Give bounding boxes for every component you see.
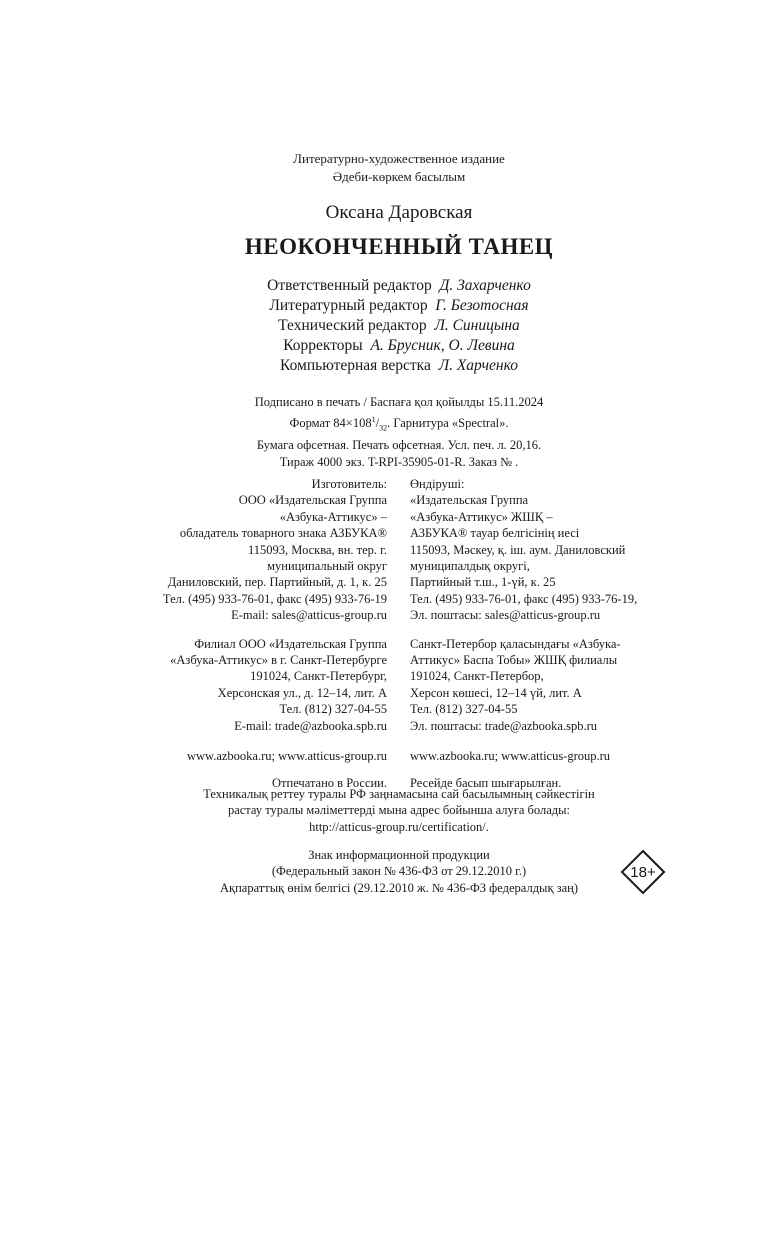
editor-line [0,276,768,296]
editor-role: Технический редактор [278,317,427,334]
maker-kz [410,476,690,624]
maker-line: Өндіруші: [410,477,465,491]
format-prefix: Формат 84×108 [289,416,372,431]
maker-line: «Азбука-Аттикус» – [279,509,387,524]
branch-line: Херсон көшесі, 12–14 үй, лит. А [410,685,582,700]
editor-role: Ответственный редактор [267,277,432,294]
branch-line: 191024, Санкт-Петербург, [250,669,387,684]
editor-name: Л. Синицына [434,317,520,334]
maker-line: Изготовитель: [311,477,387,491]
editor-line [0,296,768,316]
print-run-line: Тираж 4000 экз. T-RPI-35905-01-R. Заказ № . [279,454,519,469]
editor-line [0,316,768,336]
websites-ru: www.azbooka.ru; www.atticus-group.ru [186,749,387,764]
maker-line: 115093, Мәскеу, қ. іш. аум. Даниловский [410,542,626,557]
book-title: НЕОКОНЧЕННЫЙ ТАНЕЦ [244,234,554,259]
signed-date: Подписано в печать / Баспаға қол қойылды 15.11.2024 [254,395,544,409]
maker-line: ООО «Издательская Группа [238,493,387,508]
author-name: Оксана Даровская [325,202,473,223]
tech-regulation-note [0,786,768,835]
techreg-line: растау туралы мәліметтерді мына адрес бойынша алуға болады: [227,803,571,818]
maker-line: Даниловский, пер. Партийный, д. 1, к. 25 [167,575,387,590]
branch-line: Филиал ООО «Издательская Группа [194,636,387,651]
maker-email: Эл. поштасы: sales@atticus-group.ru [410,608,601,623]
editor-role: Компьютерная верстка [280,357,431,374]
format-line [0,411,768,437]
paper-line: Бумага офсетная. Печать офсетная. Усл. печ. л. 20,16. [256,437,542,452]
techreg-line: Техникалық реттеу туралы РФ заңнамасына сай басылымның сәйкестігін [203,787,595,801]
maker-email: E-mail: sales@atticus-group.ru [231,608,387,623]
maker-line: 115093, Москва, вн. тер. г. [247,542,387,557]
format-suffix: . Гарнитура «Spectral». [387,416,509,431]
age-rating-label: 18+ [630,863,656,881]
maker-line: Тел. (495) 933-76-01, факс (495) 933-76-19 [162,591,387,606]
maker-line: Партийный т.ш., 1-үй, к. 25 [410,575,556,590]
info-line: Ақпараттық өнім белгісі (29.12.2010 ж. № 436-ФЗ федералдық заң) [220,880,578,895]
branch-line: Аттикус» Баспа Тобы» ЖШҚ филиалы [410,653,618,668]
branch-email: Эл. поштасы: trade@azbooka.spb.ru [410,718,598,733]
format-sub: 32 [379,423,388,433]
publisher-ru [100,476,387,791]
websites-kz: www.azbooka.ru; www.atticus-group.ru [410,749,611,764]
info-line: (Федеральный закон № 436-ФЗ от 29.12.2010 г.) [271,864,527,879]
certification-link: http://atticus-group.ru/certification/. [309,819,489,834]
maker-line: муниципалдық округі, [410,559,530,574]
info-line: Знак информационной продукции [308,848,490,862]
editor-name: Г. Безотосная [435,297,529,314]
branch-line: Тел. (812) 327-04-55 [410,702,518,717]
maker-line: обладатель товарного знака АЗБУКА® [179,526,387,541]
genre-ru: Литературно-художественное издание [293,151,505,166]
printed-in-ru: Отпечатано в России. [272,775,387,790]
editor-line [0,356,768,376]
printed-in-kz: Ресейде басып шығарылған. [410,775,562,790]
branch-line: Санкт-Петербор қаласындағы «Азбука- [410,636,621,651]
maker-line: муниципальный округ [267,559,387,574]
branch-line: Тел. (812) 327-04-55 [279,702,387,717]
branch-ru [100,636,387,734]
format-sup: 1 [371,415,376,424]
editor-line [0,336,768,356]
genre-block [0,150,768,186]
maker-ru [100,476,387,624]
maker-line: «Азбука-Аттикус» ЖШҚ – [410,509,553,524]
age-rating-badge [620,849,666,895]
publisher-kz [410,476,690,791]
editor-name: Д. Захарченко [439,277,531,294]
branch-line: 191024, Санкт-Петербор, [410,669,544,684]
genre-kz: Әдеби-көркем басылым [332,169,466,184]
editor-name: А. Брусник, О. Левина [370,337,515,354]
maker-line: Тел. (495) 933-76-01, факс (495) 933-76-19, [410,591,638,606]
editor-name: Л. Харченко [438,357,518,374]
editor-role: Корректоры [283,337,363,354]
branch-email: E-mail: trade@azbooka.spb.ru [234,718,387,733]
branch-kz [410,636,690,734]
maker-line: «Издательская Группа [410,493,529,508]
branch-line: Херсонская ул., д. 12–14, лит. А [217,685,387,700]
print-details [0,394,768,471]
editor-role: Литературный редактор [269,297,428,314]
editors-block [0,276,768,376]
maker-line: АЗБУКА® тауар белгісінің иесі [410,526,580,541]
branch-line: «Азбука-Аттикус» в г. Санкт-Петербурге [170,653,387,668]
format-sep: / [375,416,380,431]
